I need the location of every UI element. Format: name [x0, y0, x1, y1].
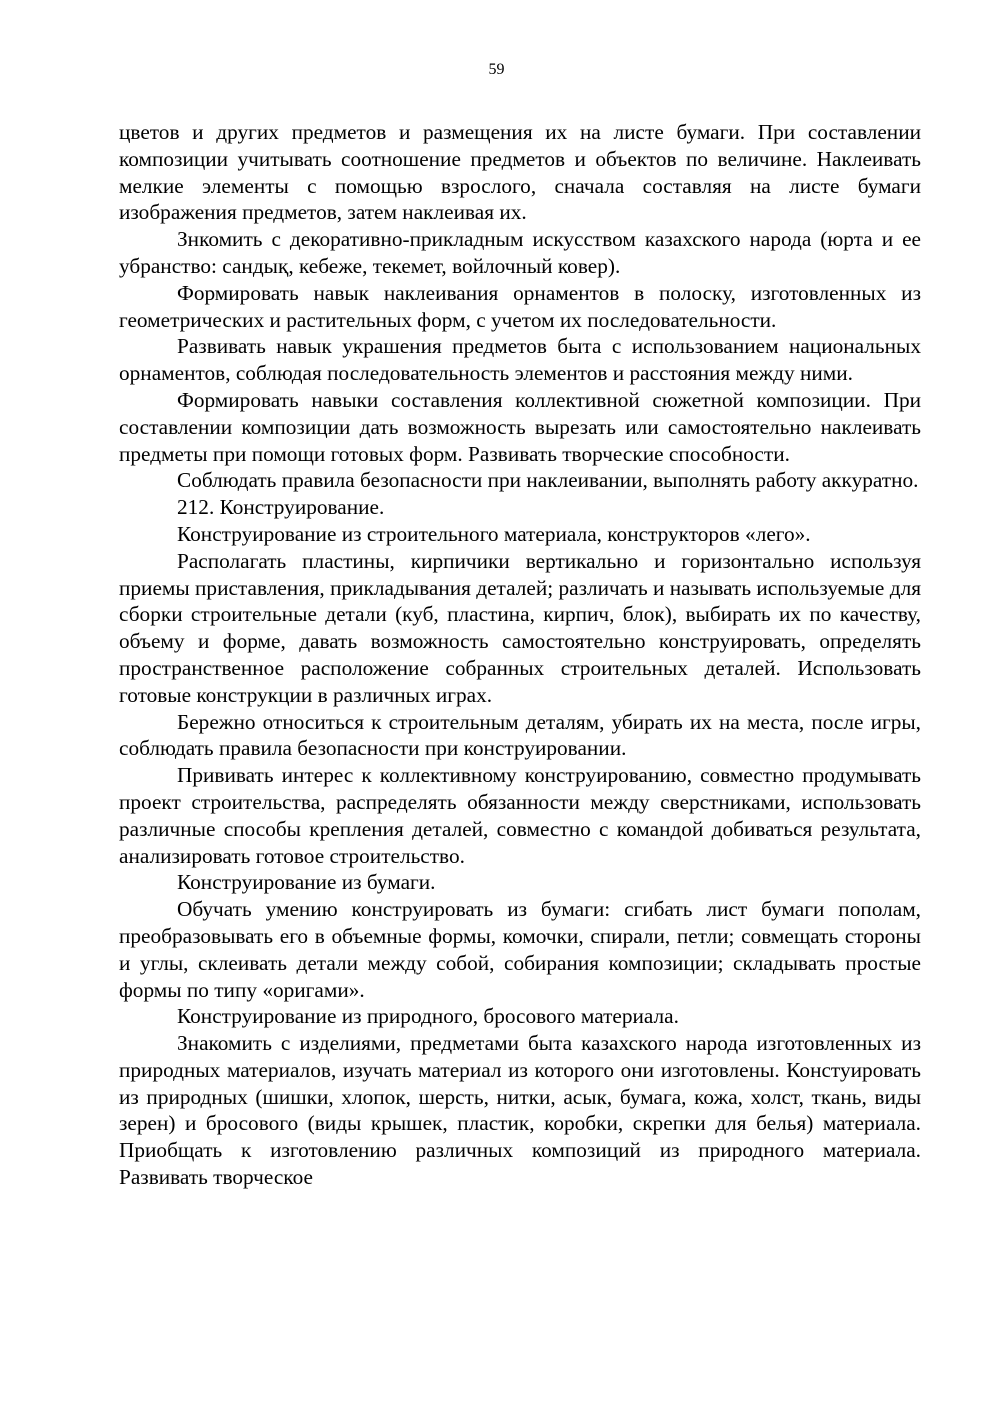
- subsection-heading: Конструирование из строительного материала, конструкторов «лего».: [177, 521, 811, 546]
- paragraph: Обучать умению конструировать из бумаги: сгибать лист бумаги пополам, преобразовывать его в объемные формы, комочки, спирали, петли; совмещать стороны и углы, склеивать детали между собой, собирания композиции; складывать простые формы по типу «оригами».: [119, 897, 921, 1002]
- paragraph: Формировать навык наклеивания орнаментов в полоску, изготовленных из геометрических и растительных форм, с учетом их последовательности.: [119, 280, 921, 332]
- paragraph: Прививать интерес к коллективному конструированию, совместно продумывать проект строительства, распределять обязанности между сверстниками, использовать различные способы крепления деталей, совместно с командой добиваться результата, анализировать готовое строительство.: [119, 763, 921, 868]
- paragraph: Соблюдать правила безопасности при наклеивании, выполнять работу аккуратно.: [177, 468, 919, 493]
- paragraph: Формировать навыки составления коллективной сюжетной композиции. При составлении композиции дать возможность вырезать или самостоятельно наклеивать предметы при помощи готовых форм. Развивать творческие способности.: [119, 387, 921, 466]
- paragraph: Знакомить с изделиями, предметами быта казахского народа изготовленных из природных материалов, изучать материал из которого они изготовлены. Констуировать из природных (шишки, хлопок, шерсть, нитки, асык, бумага, кожа, холст, ткань, виды зерен) и бросового (виды крышек, пластик, коробки, скрепки для белья) материала. Приобщать к изготовлению различных композиций из природного материала. Развивать творческое: [119, 1031, 921, 1190]
- paragraph-continuation: цветов и других предметов и размещения их на листе бумаги. При составлении композиции учитывать соотношение предметов и объектов по величине. Наклеивать мелкие элементы с помощью взрослого, сначала составляя на листе бумаги изображения предметов, затем наклеивая их.: [119, 120, 921, 225]
- page-number: 59: [488, 61, 505, 78]
- paragraph: Развивать навык украшения предметов быта с использованием национальных орнаментов, соблюдая последовательность элементов и расстояния между ними.: [119, 334, 921, 386]
- subsection-heading: Конструирование из природного, бросового материала.: [177, 1004, 679, 1029]
- paragraph: Бережно относиться к строительным деталям, убирать их на места, после игры, соблюдать правила безопасности при конструировании.: [119, 709, 921, 761]
- subsection-heading: Конструирование из бумаги.: [177, 870, 436, 895]
- section-heading: 212. Конструирование.: [177, 495, 385, 520]
- body-text: [119, 119, 921, 1191]
- paragraph: Располагать пластины, кирпичики вертикально и горизонтально используя приемы приставления, прикладывания деталей; различать и называть используемые для сборки строительные детали (куб, пластина, кирпич, блок), выбирать их по качеству, объему и форме, давать возможность самостоятельно конструировать, определять пространственное расположение собранных строительных деталей. Использовать готовые конструкции в различных играх.: [119, 548, 921, 707]
- paragraph: Знкомить с декоративно-прикладным искусством казахского народа (юрта и ее убранство: сандық, кебеже, текемет, войлочный ковер).: [119, 227, 921, 278]
